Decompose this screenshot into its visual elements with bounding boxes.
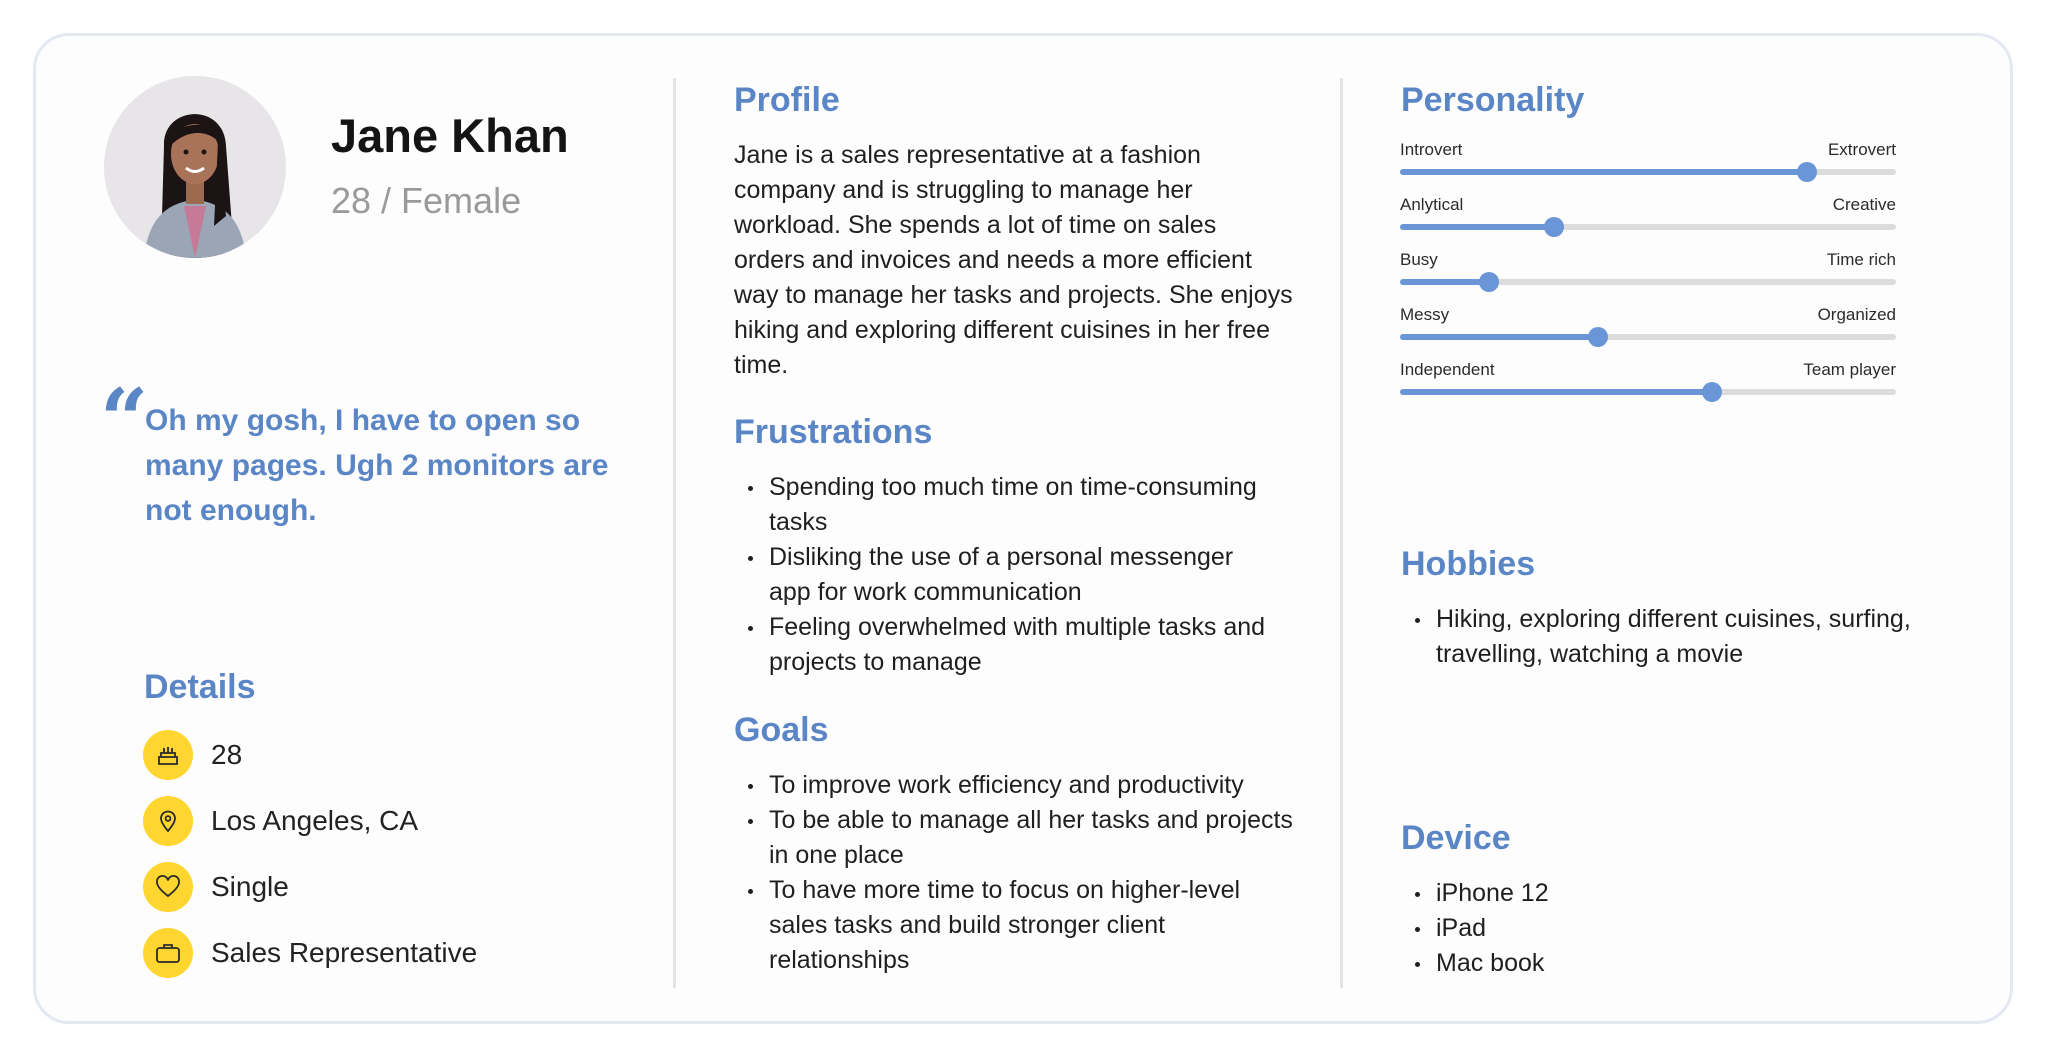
profile-heading: Profile	[734, 81, 840, 119]
detail-location-text: Los Angeles, CA	[211, 805, 419, 836]
heart-icon	[143, 862, 193, 912]
slider-handle[interactable]	[1702, 382, 1722, 402]
detail-age-text: 28	[211, 739, 243, 770]
slider-left-label: Independent	[1400, 360, 1495, 379]
slider-track[interactable]	[1400, 279, 1896, 285]
device-item: Mac book	[1401, 946, 1801, 981]
personality-slider[interactable]	[1400, 305, 1896, 345]
device-item: iPad	[1401, 911, 1801, 946]
device-list	[1401, 876, 1801, 981]
slider-handle[interactable]	[1588, 327, 1608, 347]
slider-left-label: Anlytical	[1400, 195, 1464, 214]
slider-handle[interactable]	[1544, 217, 1564, 237]
frustrations-list	[734, 470, 1279, 680]
persona-quote: Oh my gosh, I have to open so many pages. Ugh 2 monitors are not enough.	[145, 404, 609, 527]
cake-icon	[143, 730, 193, 780]
slider-right-label: Extrovert	[1827, 140, 1896, 159]
frustrations-heading: Frustrations	[734, 413, 933, 451]
quote-mark-icon: “	[100, 370, 149, 469]
frustration-item: Feeling overwhelmed with multiple tasks and projects to manage	[734, 610, 1279, 680]
detail-occupation-text: Sales Representative	[211, 937, 478, 968]
slider-track[interactable]	[1400, 224, 1896, 230]
personality-slider[interactable]	[1400, 195, 1896, 235]
details-heading: Details	[144, 668, 256, 706]
slider-right-label: Time rich	[1826, 250, 1896, 269]
slider-right-label: Organized	[1817, 305, 1896, 324]
slider-handle[interactable]	[1479, 272, 1499, 292]
slider-left-label: Messy	[1400, 305, 1450, 324]
hobbies-heading: Hobbies	[1401, 545, 1536, 583]
detail-relationship	[143, 862, 289, 912]
detail-relationship-text: Single	[211, 871, 289, 902]
slider-track[interactable]	[1400, 334, 1896, 340]
slider-right-label: Creative	[1832, 195, 1896, 214]
slider-fill	[1400, 279, 1489, 285]
frustration-item: Spending too much time on time-consuming tasks	[734, 470, 1279, 540]
detail-age	[143, 730, 242, 780]
hobbies-list	[1401, 602, 1936, 672]
goal-item: To be able to manage all her tasks and projects in one place	[734, 803, 1294, 873]
persona-name: Jane Khan	[331, 109, 569, 162]
goals-list	[734, 768, 1294, 978]
persona-age-gender: 28 / Female	[331, 180, 522, 221]
hobby-item: Hiking, exploring different cuisines, surfing, travelling, watching a movie	[1401, 602, 1936, 672]
column-divider-left	[673, 78, 676, 988]
slider-fill	[1400, 224, 1554, 230]
slider-track[interactable]	[1400, 169, 1896, 175]
briefcase-icon	[143, 928, 193, 978]
slider-right-label: Team player	[1803, 360, 1896, 379]
slider-track[interactable]	[1400, 389, 1896, 395]
avatar	[104, 76, 286, 258]
frustration-item: Disliking the use of a personal messenger app for work communication	[734, 540, 1279, 610]
device-item: iPhone 12	[1401, 876, 1801, 911]
personality-slider[interactable]	[1400, 360, 1896, 400]
slider-left-label: Introvert	[1400, 140, 1463, 159]
location-pin-icon	[143, 796, 193, 846]
avatar-portrait	[104, 76, 286, 258]
slider-fill	[1400, 169, 1807, 175]
slider-handle[interactable]	[1797, 162, 1817, 182]
detail-location	[143, 796, 418, 846]
personality-slider[interactable]	[1400, 250, 1896, 290]
slider-fill	[1400, 334, 1598, 340]
personality-heading: Personality	[1401, 81, 1585, 119]
personality-slider[interactable]	[1400, 140, 1896, 180]
slider-fill	[1400, 389, 1712, 395]
slider-left-label: Busy	[1400, 250, 1438, 269]
device-heading: Device	[1401, 819, 1511, 857]
goal-item: To have more time to focus on higher-level sales tasks and build stronger client relationships	[734, 873, 1294, 978]
detail-occupation	[143, 928, 477, 978]
profile-text: Jane is a sales representative at a fashion company and is struggling to manage her workload. She spends a lot of time on sales orders and invoices and needs a more efficient way to manage her tasks and projects. She enjoys hiking and exploring different cuisines in her free time.	[734, 141, 1293, 379]
goal-item: To improve work efficiency and productivity	[734, 768, 1294, 803]
goals-heading: Goals	[734, 711, 829, 749]
column-divider-right	[1340, 78, 1343, 988]
